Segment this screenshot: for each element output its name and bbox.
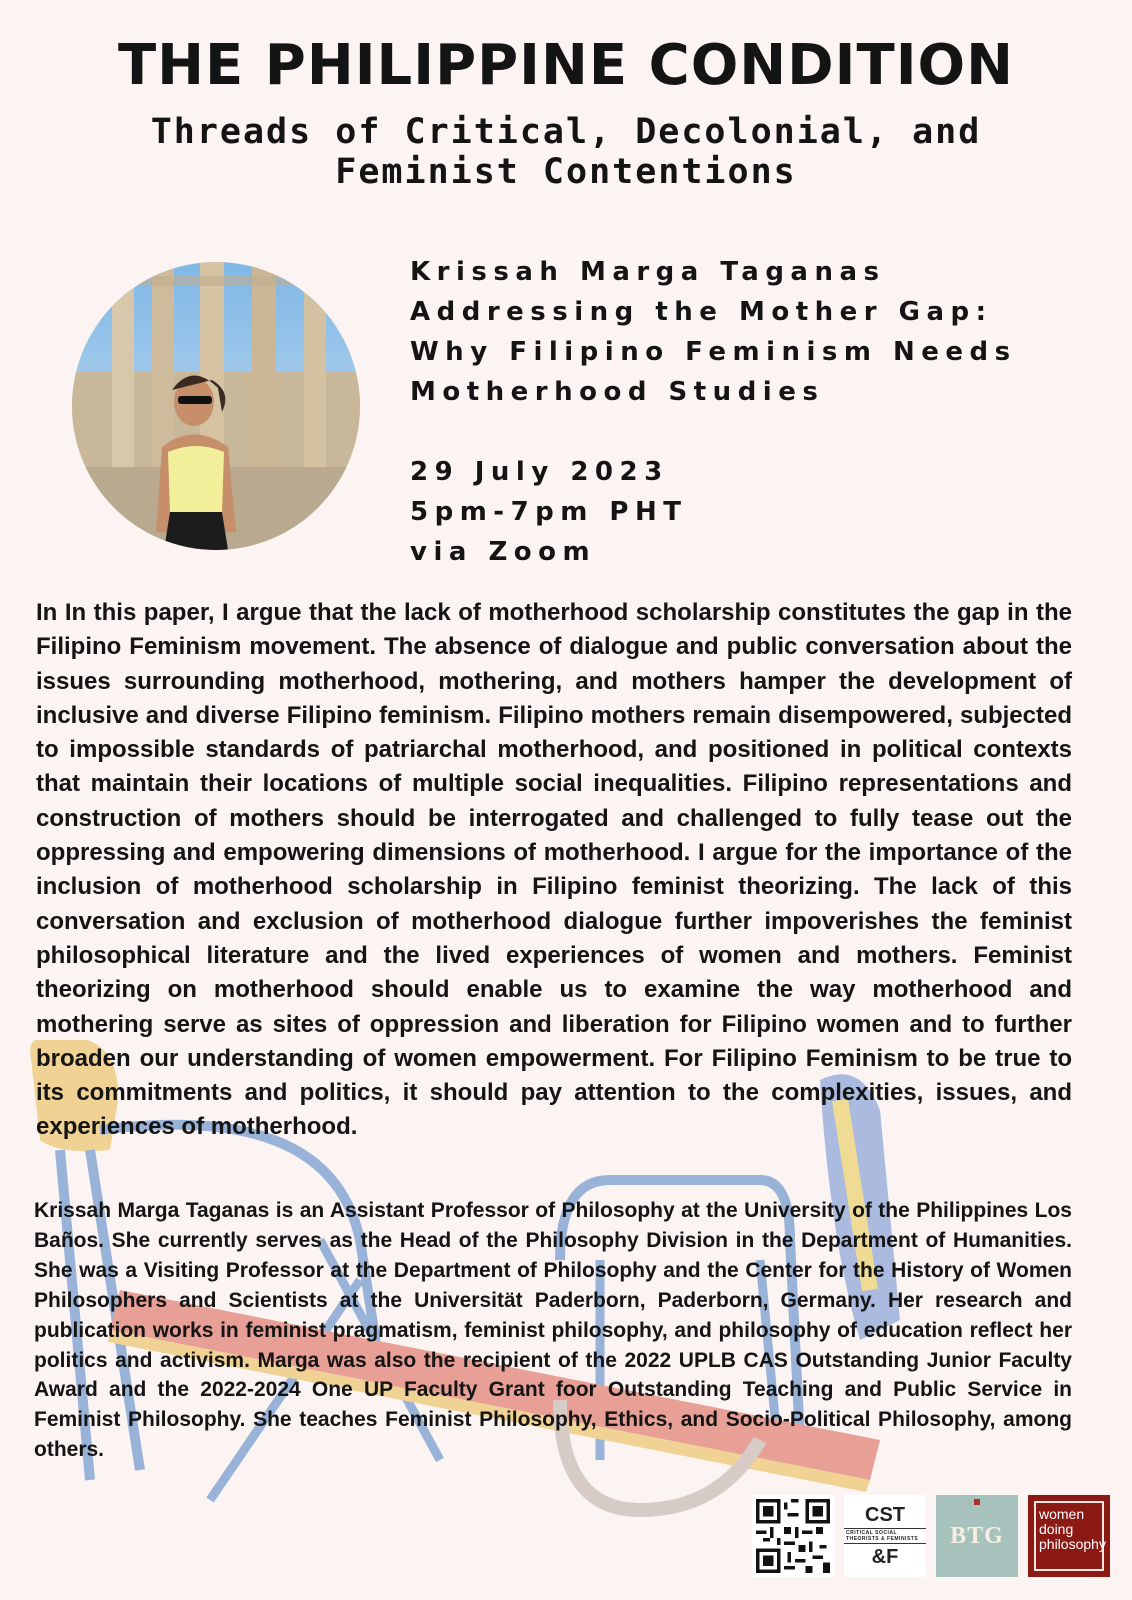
event-date: 29 July 2023 bbox=[410, 457, 669, 487]
spacer bbox=[410, 412, 1090, 452]
talk-details bbox=[410, 252, 1090, 572]
event-time: 5pm-7pm PHT bbox=[410, 497, 688, 527]
speaker-bio: Krissah Marga Taganas is an Assistant Professor of Philosophy at the University of the Philippines Los Baños. She currently serves as the Head of the Philosophy Division in the Department of Humanities. She was a Visiting Professor at the Department of Philosophy and the Center for the History of Women Philosophers and Scientists at the Universität Paderborn, Paderborn, Germany. Her research and publication works in feminist pragmatism, feminist philosophy, and philosophy of education reflect her politics and activism. Marga was also the recipient of the 2022 UPLB CAS Outstanding Junior Faculty Award and the 2022-2024 One UP Faculty Grant foor Outstanding Teaching and Public Service in Feminist Philosophy. She teaches Feminist Philosophy, Ethics, and Socio-Political Philosophy, among others. bbox=[34, 1199, 1072, 1462]
talk-title-line: Motherhood Studies bbox=[410, 377, 825, 407]
wdp-logo-line: philosophy bbox=[1039, 1536, 1106, 1552]
cst-logo[interactable] bbox=[844, 1495, 926, 1577]
wdp-logo-line: women bbox=[1039, 1506, 1085, 1522]
cst-logo-bottom: &F bbox=[871, 1546, 899, 1568]
qr-code-icon bbox=[756, 1499, 830, 1573]
subtitle-line: Threads of Critical, Decolonial, and bbox=[150, 112, 982, 152]
poster-subtitle bbox=[130, 112, 1002, 192]
poster-title: THE PHILIPPINE CONDITION bbox=[117, 33, 1015, 98]
talk-title-line: Why Filipino Feminism Needs bbox=[410, 337, 1017, 367]
speaker-name: Krissah Marga Taganas bbox=[410, 257, 886, 287]
women-doing-philosophy-logo[interactable] bbox=[1028, 1495, 1110, 1577]
subtitle-line: Feminist Contentions bbox=[335, 152, 797, 192]
speaker-portrait bbox=[72, 262, 360, 550]
event-venue: via Zoom bbox=[410, 537, 597, 567]
talk-title-line: Addressing the Mother Gap: bbox=[410, 297, 993, 327]
sponsor-logos bbox=[752, 1495, 1110, 1577]
btg-logo-text: BTG bbox=[950, 1522, 1004, 1549]
btg-logo[interactable] bbox=[936, 1495, 1018, 1577]
qr-code[interactable] bbox=[752, 1495, 834, 1577]
abstract-paragraph: In In this paper, I argue that the lack of motherhood scholarship constitutes the gap in the Filipino Feminism movement. The absence of dialogue and public conversation about the issues surrounding motherhood, mothering, and mothers hamper the development of inclusive and diverse Filipino feminism. Filipino mothers remain disempowered, subjected to impossible standards of patriarchal motherhood, and positioned in political contexts that maintain their locations of multiple social inequalities. Filipino representations and construction of mothers should be interrogated and challenged to fully tease out the oppressing and empowering dimensions of motherhood. I argue for the importance of the inclusion of motherhood scholarship in Filipino feminist theorizing. The lack of this conversation and exclusion of motherhood dialogue further impoverishes the feminist philosophical literature and the lived experiences of women and mothers. Feminist theorizing on motherhood should enable us to examine the way motherhood and mothering serve as sites of oppression and liberation for Filipino women and to further broaden our understanding of women empowerment. For Filipino Feminism to be true to its commitments and politics, it should pay attention to the complexities, issues, and experiences of motherhood. bbox=[36, 599, 1072, 1141]
wdp-logo-text bbox=[1034, 1501, 1104, 1571]
wdp-logo-line: doing bbox=[1039, 1521, 1074, 1537]
cst-logo-middle: CRITICAL SOCIAL THEORISTS & FEMINISTS bbox=[844, 1528, 926, 1544]
cst-logo-top: CST bbox=[865, 1504, 905, 1526]
btg-logo-mark bbox=[974, 1499, 980, 1505]
portrait-photo bbox=[72, 262, 360, 550]
